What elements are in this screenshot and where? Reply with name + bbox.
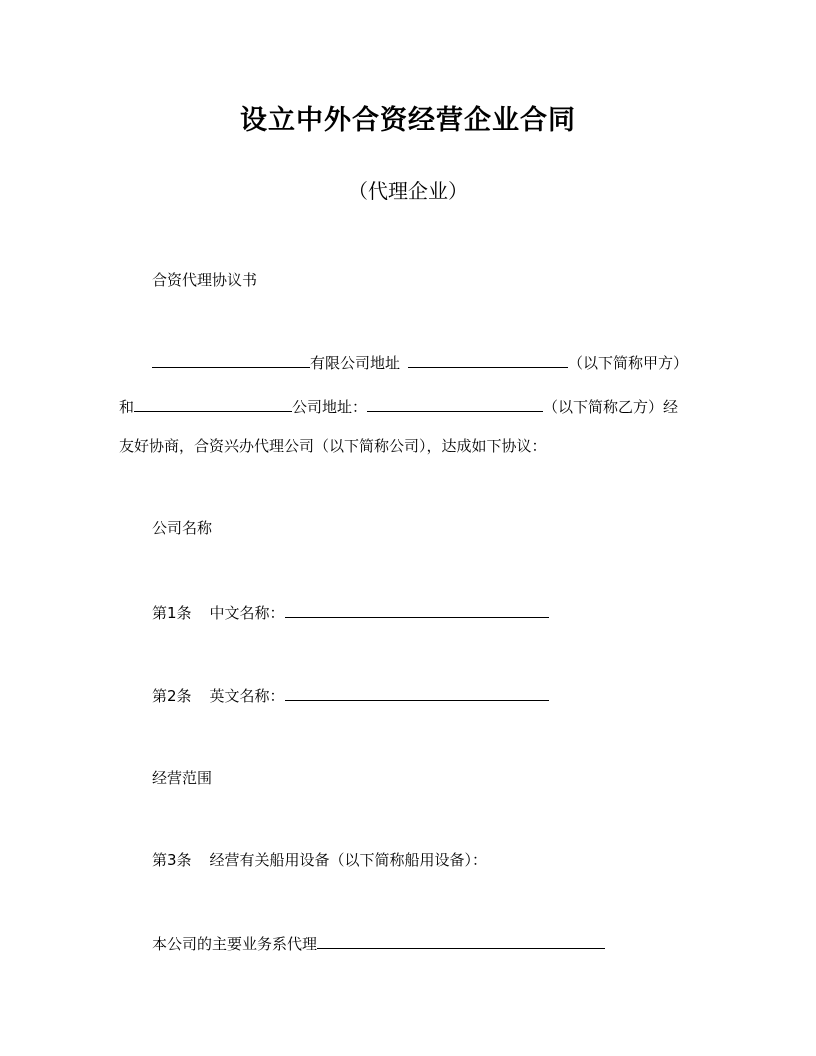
article-2-label: 英文名称： (209, 687, 285, 705)
article-2 (152, 685, 549, 706)
party-a-line (152, 352, 688, 373)
party-b-address-blank[interactable] (367, 396, 543, 412)
chinese-name-blank[interactable] (285, 602, 549, 618)
article-3-number: 第3条 (152, 851, 192, 869)
main-business-line (152, 933, 605, 954)
article-1-number: 第1条 (152, 604, 192, 622)
party-a-name-blank[interactable] (152, 352, 310, 368)
english-name-blank[interactable] (285, 685, 549, 701)
document-subtitle: （代理企业） (348, 179, 468, 203)
party-a-address-blank[interactable] (408, 352, 568, 368)
article-2-number: 第2条 (152, 687, 192, 705)
party-b-prefix: 和 (119, 398, 135, 416)
party-a-text2: （以下简称甲方） (568, 354, 689, 372)
section-business-scope: 经营范围 (152, 769, 213, 787)
main-business-blank[interactable] (317, 933, 605, 949)
party-b-text2: （以下简称乙方）经 (543, 398, 679, 416)
party-b-line (119, 396, 678, 417)
article-1 (152, 602, 549, 623)
agreement-heading: 合资代理协议书 (152, 271, 258, 289)
article-1-label: 中文名称： (209, 604, 285, 622)
section-company-name: 公司名称 (152, 519, 213, 537)
article-3-text: 经营有关船用设备（以下简称船用设备）： (209, 851, 488, 869)
article-3 (152, 850, 487, 870)
party-a-text1: 有限公司地址 (310, 354, 401, 372)
main-business-text: 本公司的主要业务系代理 (152, 935, 318, 953)
intro-continuation: 友好协商，合资兴办代理公司（以下简称公司），达成如下协议： (119, 437, 547, 455)
party-b-name-blank[interactable] (134, 396, 292, 412)
document-title: 设立中外合资经营企业合同 (240, 105, 576, 136)
party-b-text1: 公司地址： (292, 398, 368, 416)
